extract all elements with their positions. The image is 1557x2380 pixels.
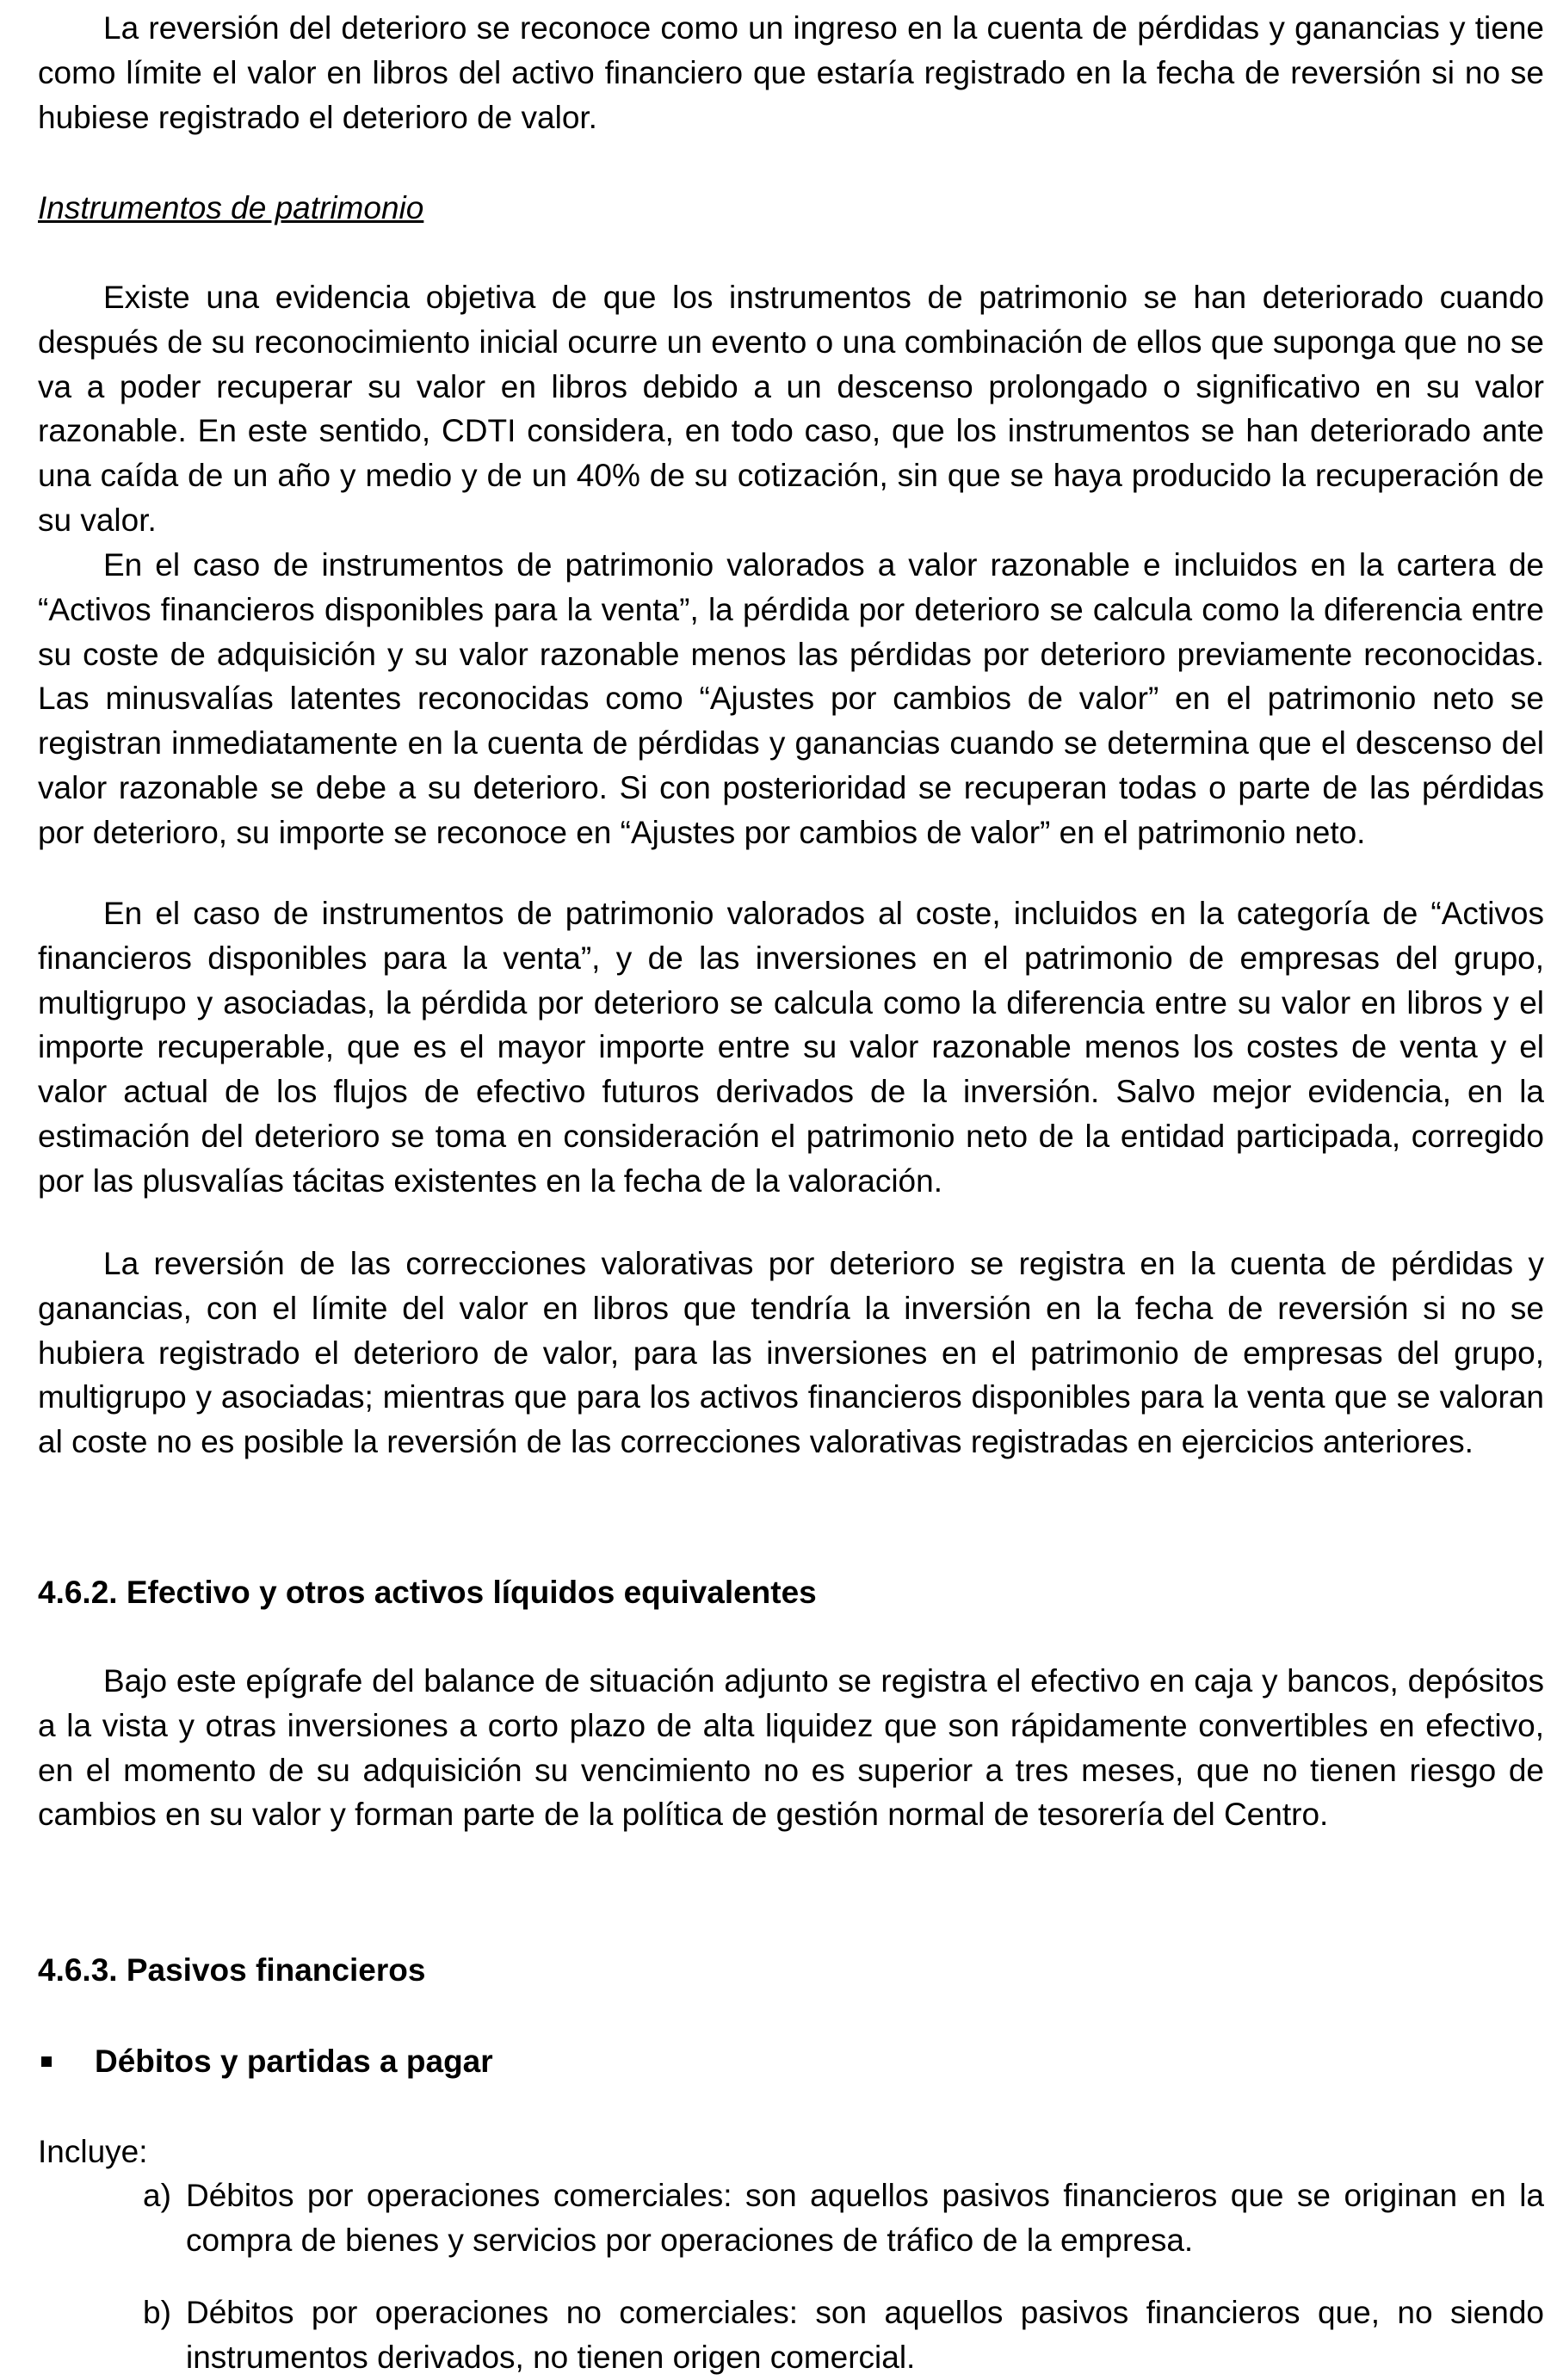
list-item — [143, 2173, 1544, 2263]
square-bullet-icon — [41, 2056, 52, 2067]
paragraph-reversion: La reversión del deterioro se reconoce como un ingreso en la cuenta de pérdidas y ganancias y tiene como límite el valor en libros del activo financiero que estaría registrado en la fecha de reversión si no se hubiese registrado el deterioro de valor. — [38, 10, 1544, 135]
debitos-list — [38, 2173, 1544, 2263]
list-marker: a) — [143, 2178, 171, 2213]
paragraph-patrimonio-coste: En el caso de instrumentos de patrimonio valorados al coste, incluidos en la categoría de “Activos financieros disponibles para la venta”, y de las inversiones en el patrimonio de empresas del grupo, multigrupo y asociadas, la pérdida por deterioro se calcula como la diferencia entre su valor en libros y el importe recuperable, que es el mayor importe entre su valor razonable menos los costes de venta y el valor actual de los flujos de efectivo futuros derivados de la inversión. Salvo mejor evidencia, en la estimación del deterioro se toma en consideración el patrimonio neto de la entidad participada, corregido por las plusvalías tácitas existentes en la fecha de la valoración. — [38, 896, 1544, 1199]
list-item-text: Débitos por operaciones no comerciales: son aquellos pasivos financieros que, no siendo instrumentos derivados, no tienen origen comercial. — [186, 2295, 1544, 2375]
list-item-text: Débitos por operaciones comerciales: son aquellos pasivos financieros que se originan en la compra de bienes y servicios por operaciones de tráfico de la empresa. — [186, 2178, 1544, 2258]
list-item — [143, 2291, 1544, 2380]
paragraph-patrimonio-valor-razonable: En el caso de instrumentos de patrimonio valorados a valor razonable e incluidos en la cartera de “Activos financieros disponibles para la venta”, la pérdida por deterioro se calcula como la diferencia entre su coste de adquisición y su valor razonable menos las pérdidas por deterioro previamente reconocidas. Las minusvalías latentes reconocidas como “Ajustes por cambios de valor” en el patrimonio neto se registran inmediatamente en la cuenta de pérdidas y ganancias cuando se determina que el descenso del valor razonable se debe a su deterioro. Si con posterioridad se recuperan todas o parte de las pérdidas por deterioro, su importe se reconoce en “Ajustes por cambios de valor” en el patrimonio neto. — [38, 547, 1544, 850]
paragraph-patrimonio-reversion: La reversión de las correcciones valorativas por deterioro se registra en la cuenta de pérdidas y ganancias, con el límite del valor en libros que tendría la inversión en la fecha de reversión si no se hubiera registrado el deterioro de valor, para las inversiones en el patrimonio de empresas del grupo, multigrupo y asociadas; mientras que para los activos financieros disponibles para la venta que se valoran al coste no es posible la reversión de las correcciones valorativas registradas en ejercicios anteriores. — [38, 1246, 1544, 1460]
bullet-debitos-label: Débitos y partidas a pagar — [95, 2044, 493, 2079]
subheading-instrumentos-patrimonio: Instrumentos de patrimonio — [38, 190, 424, 225]
debitos-list-b — [38, 2291, 1544, 2380]
heading-pasivos-financieros: 4.6.3. Pasivos financieros — [38, 1952, 426, 1988]
list-marker: b) — [143, 2295, 171, 2330]
bullet-debitos-partidas — [38, 2039, 493, 2084]
paragraph-patrimonio-evidencia: Existe una evidencia objetiva de que los instrumentos de patrimonio se han deteriorado cuando después de su reconocimiento inicial ocurre un evento o una combinación de ellos que suponga que no se va a poder recuperar su valor en libros debido a un descenso prolongado o significativo en su valor razonable. En este sentido, CDTI considera, en todo caso, que los instrumentos se han deteriorado ante una caída de un año y medio y de un 40% de su cotización, sin que se haya producido la recuperación de su valor. — [38, 280, 1544, 538]
heading-efectivo: 4.6.2. Efectivo y otros activos líquidos equivalentes — [38, 1575, 817, 1610]
incluye-label: Incluye: — [38, 2134, 148, 2169]
paragraph-efectivo: Bajo este epígrafe del balance de situación adjunto se registra el efectivo en caja y bancos, depósitos a la vista y otras inversiones a corto plazo de alta liquidez que son rápidamente convertibles en efectivo, en el momento de su adquisición su vencimiento no es superior a tres meses, que no tienen riesgo de cambios en su valor y forman parte de la política de gestión normal de tesorería del Centro. — [38, 1663, 1544, 1833]
